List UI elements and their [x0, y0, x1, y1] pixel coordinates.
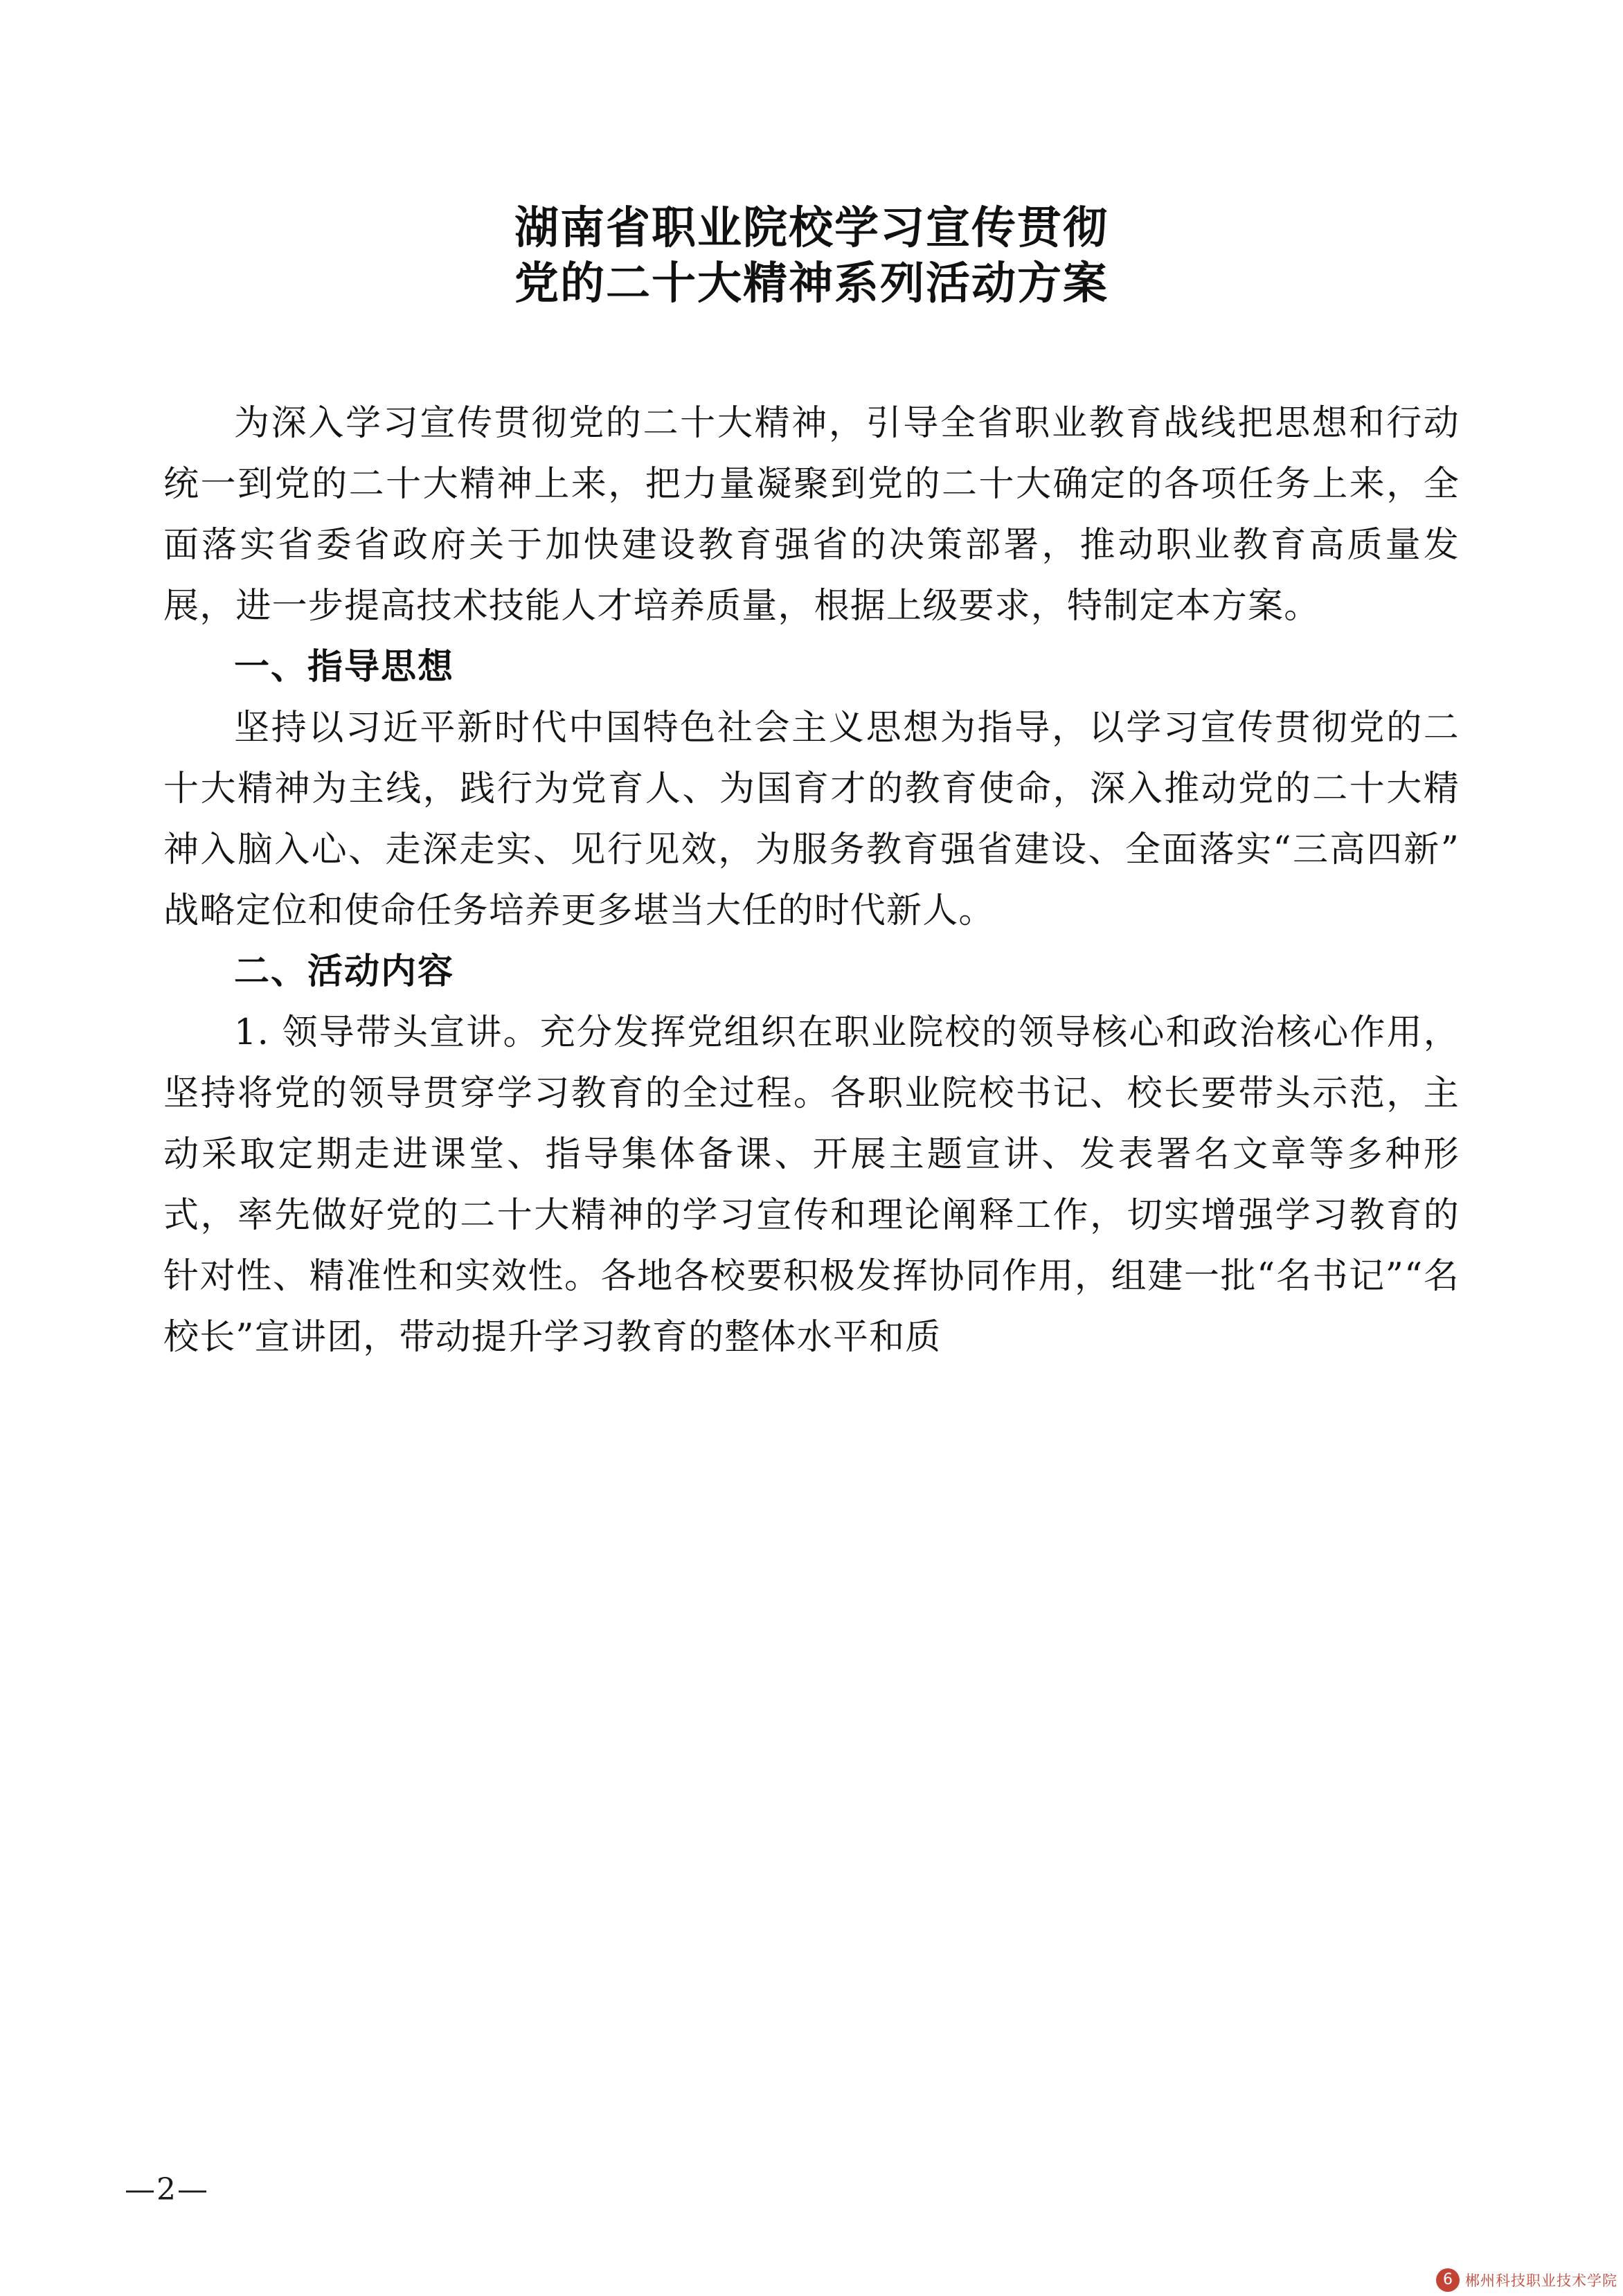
paragraph-item-1: 1. 领导带头宣讲。充分发挥党组织在职业院校的领导核心和政治核心作用，坚持将党的领导贯穿学习教育的全过程。各职业院校书记、校长要带头示范，主动采取定期走进课堂、指导集体备课、开展主题宣讲、发表署名文章等多种形式，率先做好党的二十大精神的学习宣传和理论阐释工作，切实增强学习教育的针对性、精准性和实效性。各地各校要积极发挥协同作用，组建一批“名书记”“名校长”宣讲团，带动提升学习教育的整体水平和质 [163, 1012, 1460, 1358]
section-heading-activity-content: 二、活动内容 [234, 951, 455, 992]
paragraph-intro: 为深入学习宣传贯彻党的二十大精神，引导全省职业教育战线把思想和行动统一到党的二十大精神上来，把力量凝聚到党的二十大确定的各项任务上来，全面落实省委省政府关于加快建设教育强省的决策部署，推动职业教育高质量发展，进一步提高技术技能人才培养质量，根据上级要求，特制定本方案。 [163, 403, 1460, 627]
page-number: —2— [125, 2172, 209, 2207]
watermark [1436, 2268, 1617, 2292]
watermark-label: 郴州科技职业技术学院 [1465, 2272, 1617, 2289]
page-content [163, 0, 1460, 1368]
page-title [163, 201, 1460, 312]
watermark-logo-icon: 6 [1436, 2268, 1460, 2292]
page-title-line-1: 湖南省职业院校学习宣传贯彻 [514, 203, 1109, 254]
paragraph-guiding-thought: 坚持以习近平新时代中国特色社会主义思想为指导，以学习宣传贯彻党的二十大精神为主线，践行为党育人、为国育才的教育使命，深入推动党的二十大精神入脑入心、走深走实、见行见效，为服务教育强省建设、全面落实“三高四新”战略定位和使命任务培养更多堪当大任的时代新人。 [163, 708, 1460, 931]
document-body [163, 393, 1460, 1368]
section-heading-guiding-thought: 一、指导思想 [234, 647, 455, 688]
page-title-line-2: 党的二十大精神系列活动方案 [514, 258, 1109, 310]
